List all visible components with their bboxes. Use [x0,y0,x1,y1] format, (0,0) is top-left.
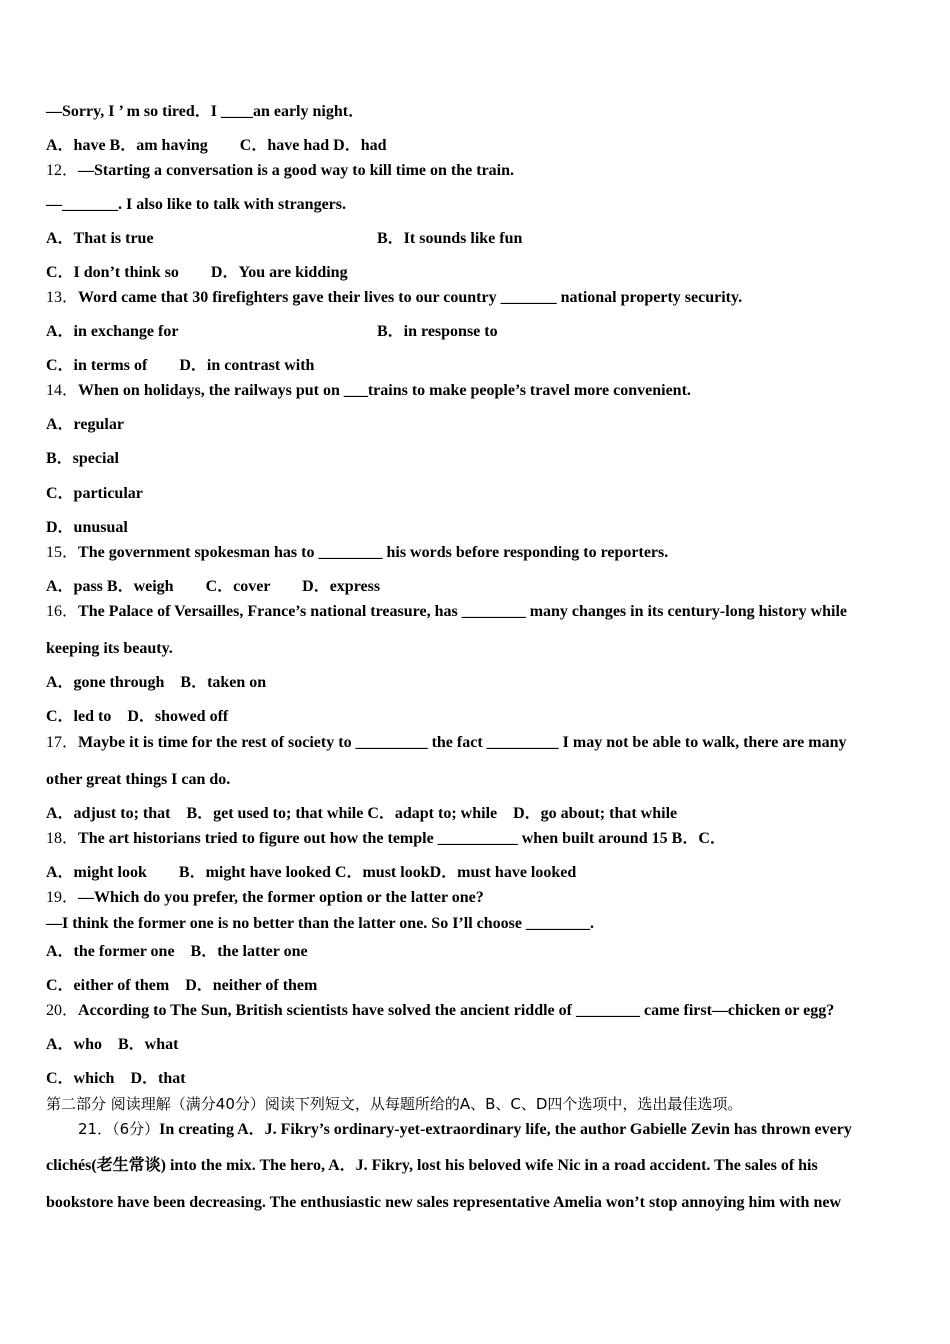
q16-number: 16． [46,603,79,620]
q21-line3: bookstore have been decreasing. The enthusiastic new sales representative Amelia won’t stop annoying him with new [46,1194,841,1211]
q20-options-cd: C．which D．that [46,1070,186,1087]
part2-heading: 第二部分 阅读理解（满分40分）阅读下列短文，从每题所给的A、B、C、D四个选项中，选出最佳选项。 [46,1095,743,1113]
q17-stem: Maybe it is time for the rest of society to _________ the fact _________ I may not be able to walk, there are many [78,734,847,751]
q19-reply: —I think the former one is no better than the latter one. So I’ll choose ________. [46,915,594,932]
q20-stem: According to The Sun, British scientists have solved the ancient riddle of ________ came first—chicken or egg? [78,1002,835,1019]
q21-line1 [78,1119,852,1140]
q17-stem-cont: other great things I can do. [46,771,231,788]
q18-number: 18． [46,830,79,847]
q13-option-a: A．in exchange for [46,323,179,340]
q16-stem-cont: keeping its beauty. [46,640,173,657]
q21-number: 21．（6分） [78,1120,160,1138]
q19-stem-line [46,888,484,908]
q12-stem: —Starting a conversation is a good way to kill time on the train. [78,162,515,179]
q21-text-line1: In creating A．J. Fikry’s ordinary-yet-extraordinary life, the author Gabielle Zevin has thrown every [159,1121,852,1138]
q12-option-a: A．That is true [46,230,154,247]
q13-options-cd: C．in terms of D．in contrast with [46,357,315,374]
q13-option-b: B．in response to [377,323,498,340]
q16-stem: The Palace of Versailles, France’s national treasure, has ________ many changes in its century-long history while [78,603,848,620]
q12-number: 12． [46,162,79,179]
q19-number: 19． [46,889,79,906]
q17-options: A．adjust to; that B．get used to; that while C．adapt to; while D．go about; that while [46,805,678,822]
q14-option-c: C．particular [46,485,143,502]
q14-stem-line [46,381,691,401]
q13-options-ab [46,322,906,342]
q14-stem: When on holidays, the railways put on ___trains to make people’s travel more convenient. [78,382,691,399]
q14-option-b: B．special [46,450,119,467]
q20-stem-line [46,1001,834,1021]
q21-line2: clichés(老生常谈) into the mix. The hero, A．J. Fikry, lost his beloved wife Nic in a road accident. The sales of his [46,1157,818,1174]
q15-options: A．pass B．weigh C．cover D．express [46,578,381,595]
q14-option-a: A．regular [46,416,124,433]
q13-stem-line [46,288,742,308]
q13-number: 13． [46,289,79,306]
q14-option-d: D．unusual [46,519,128,536]
q18-stem-line [46,829,726,849]
q19-options-cd: C．either of them D．neither of them [46,977,318,994]
q13-stem: Word came that 30 firefighters gave their lives to our country _______ national property security. [78,289,743,306]
q15-stem: The government spokesman has to ________ his words before responding to reporters. [78,544,669,561]
q12-options-ab [46,229,906,249]
q12-reply: —_______. I also like to talk with strangers. [46,196,346,213]
q12-stem-line [46,161,514,181]
q20-number: 20． [46,1002,79,1019]
q12-options-cd: C．I don’t think so D．You are kidding [46,264,348,281]
q16-options-ab: A．gone through B．taken on [46,674,267,691]
q15-number: 15． [46,544,79,561]
q17-stem-line [46,733,846,753]
q11-options: A．have B．am having C．have had D．had [46,137,387,154]
q19-stem: —Which do you prefer, the former option or the latter one? [78,889,484,906]
q14-number: 14． [46,382,79,399]
q16-options-cd: C．led to D．showed off [46,708,229,725]
q16-stem-line [46,602,847,622]
q11-stem: —Sorry, I ’ m so tired．I ____an early night． [46,103,365,120]
q20-options-ab: A．who B．what [46,1036,179,1053]
q12-option-b: B．It sounds like fun [377,230,523,247]
q17-number: 17． [46,734,79,751]
q18-stem: The art historians tried to figure out how the temple __________ when built around 15 B．C． [78,830,726,847]
q18-options: A．might look B．might have looked C．must lookD．must have looked [46,864,577,881]
q19-options-ab: A．the former one B．the latter one [46,943,308,960]
q15-stem-line [46,543,668,563]
